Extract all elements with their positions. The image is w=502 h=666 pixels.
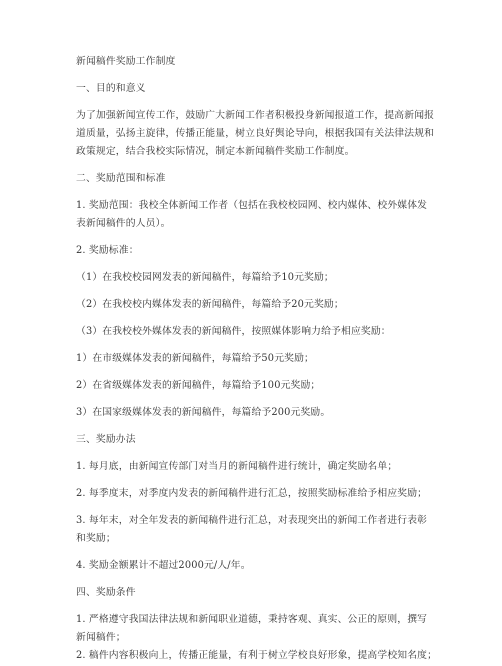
section2-sub-item-1: 1）在市级媒体发表的新闻稿件，每篇给予50元奖励； bbox=[76, 353, 314, 364]
section4-item-2: 2. 稿件内容积极向上，传播正能量，有利于树立学校良好形象，提高学校知名度； bbox=[76, 650, 438, 661]
section4-item-1-line-1: 1. 严格遵守我国法律法规和新闻职业道德，秉持客观、真实、公正的原则，撰写 bbox=[76, 614, 428, 625]
section2-item-1: （1）在我校校园网发表的新闻稿件，每篇给予10元奖励； bbox=[76, 272, 334, 283]
document-title: 新闻稿件奖励工作制度 bbox=[76, 56, 176, 67]
section2-standard-label: 2. 奖励标准： bbox=[76, 245, 139, 256]
section2-heading: 二、奖励范围和标准 bbox=[76, 173, 166, 184]
section3-item-1: 1. 每月底，由新闻宣传部门对当月的新闻稿件进行统计，确定奖励名单； bbox=[76, 461, 398, 472]
section1-paragraph-line-1: 为了加强新闻宣传工作，鼓励广大新闻工作者积极投身新闻报道工作，提高新闻报 bbox=[76, 110, 435, 121]
section4-heading: 四、奖励条件 bbox=[76, 587, 136, 598]
section3-item-3-line-1: 3. 每年末，对全年发表的新闻稿件进行汇总，对表现突出的新闻工作者进行表彰 bbox=[76, 515, 428, 526]
section3-heading: 三、奖励办法 bbox=[76, 434, 136, 445]
section3-item-3-line-2: 和奖励； bbox=[76, 533, 116, 544]
section2-sub-item-2: 2）在省级媒体发表的新闻稿件，每篇给予100元奖励； bbox=[76, 380, 321, 391]
section2-item-2: （2）在我校校内媒体发表的新闻稿件，每篇给予20元奖励； bbox=[76, 299, 344, 310]
section1-paragraph-line-3: 政策规定，结合我校实际情况，制定本新闻稿件奖励工作制度。 bbox=[76, 146, 355, 157]
section1-heading: 一、目的和意义 bbox=[76, 83, 146, 94]
section1-paragraph-line-2: 道质量，弘扬主旋律，传播正能量，树立良好舆论导向，根据我国有关法律法规和 bbox=[76, 128, 435, 139]
section2-scope-line-1: 1. 奖励范围：我校全体新闻工作者（包括在我校校园网、校内媒体、校外媒体发 bbox=[76, 200, 428, 211]
section2-item-3: （3）在我校校外媒体发表的新闻稿件，按照媒体影响力给予相应奖励： bbox=[76, 326, 391, 337]
section4-item-1-line-2: 新闻稿件； bbox=[76, 632, 126, 643]
section3-item-2: 2. 每季度末，对季度内发表的新闻稿件进行汇总，按照奖励标准给予相应奖励； bbox=[76, 488, 428, 499]
section2-sub-item-3: 3）在国家级媒体发表的新闻稿件，每篇给予200元奖励。 bbox=[76, 407, 331, 418]
section2-scope-line-2: 表新闻稿件的人员）。 bbox=[76, 218, 171, 229]
section3-item-4: 4. 奖励金额累计不超过2000元/人/年。 bbox=[76, 560, 251, 571]
